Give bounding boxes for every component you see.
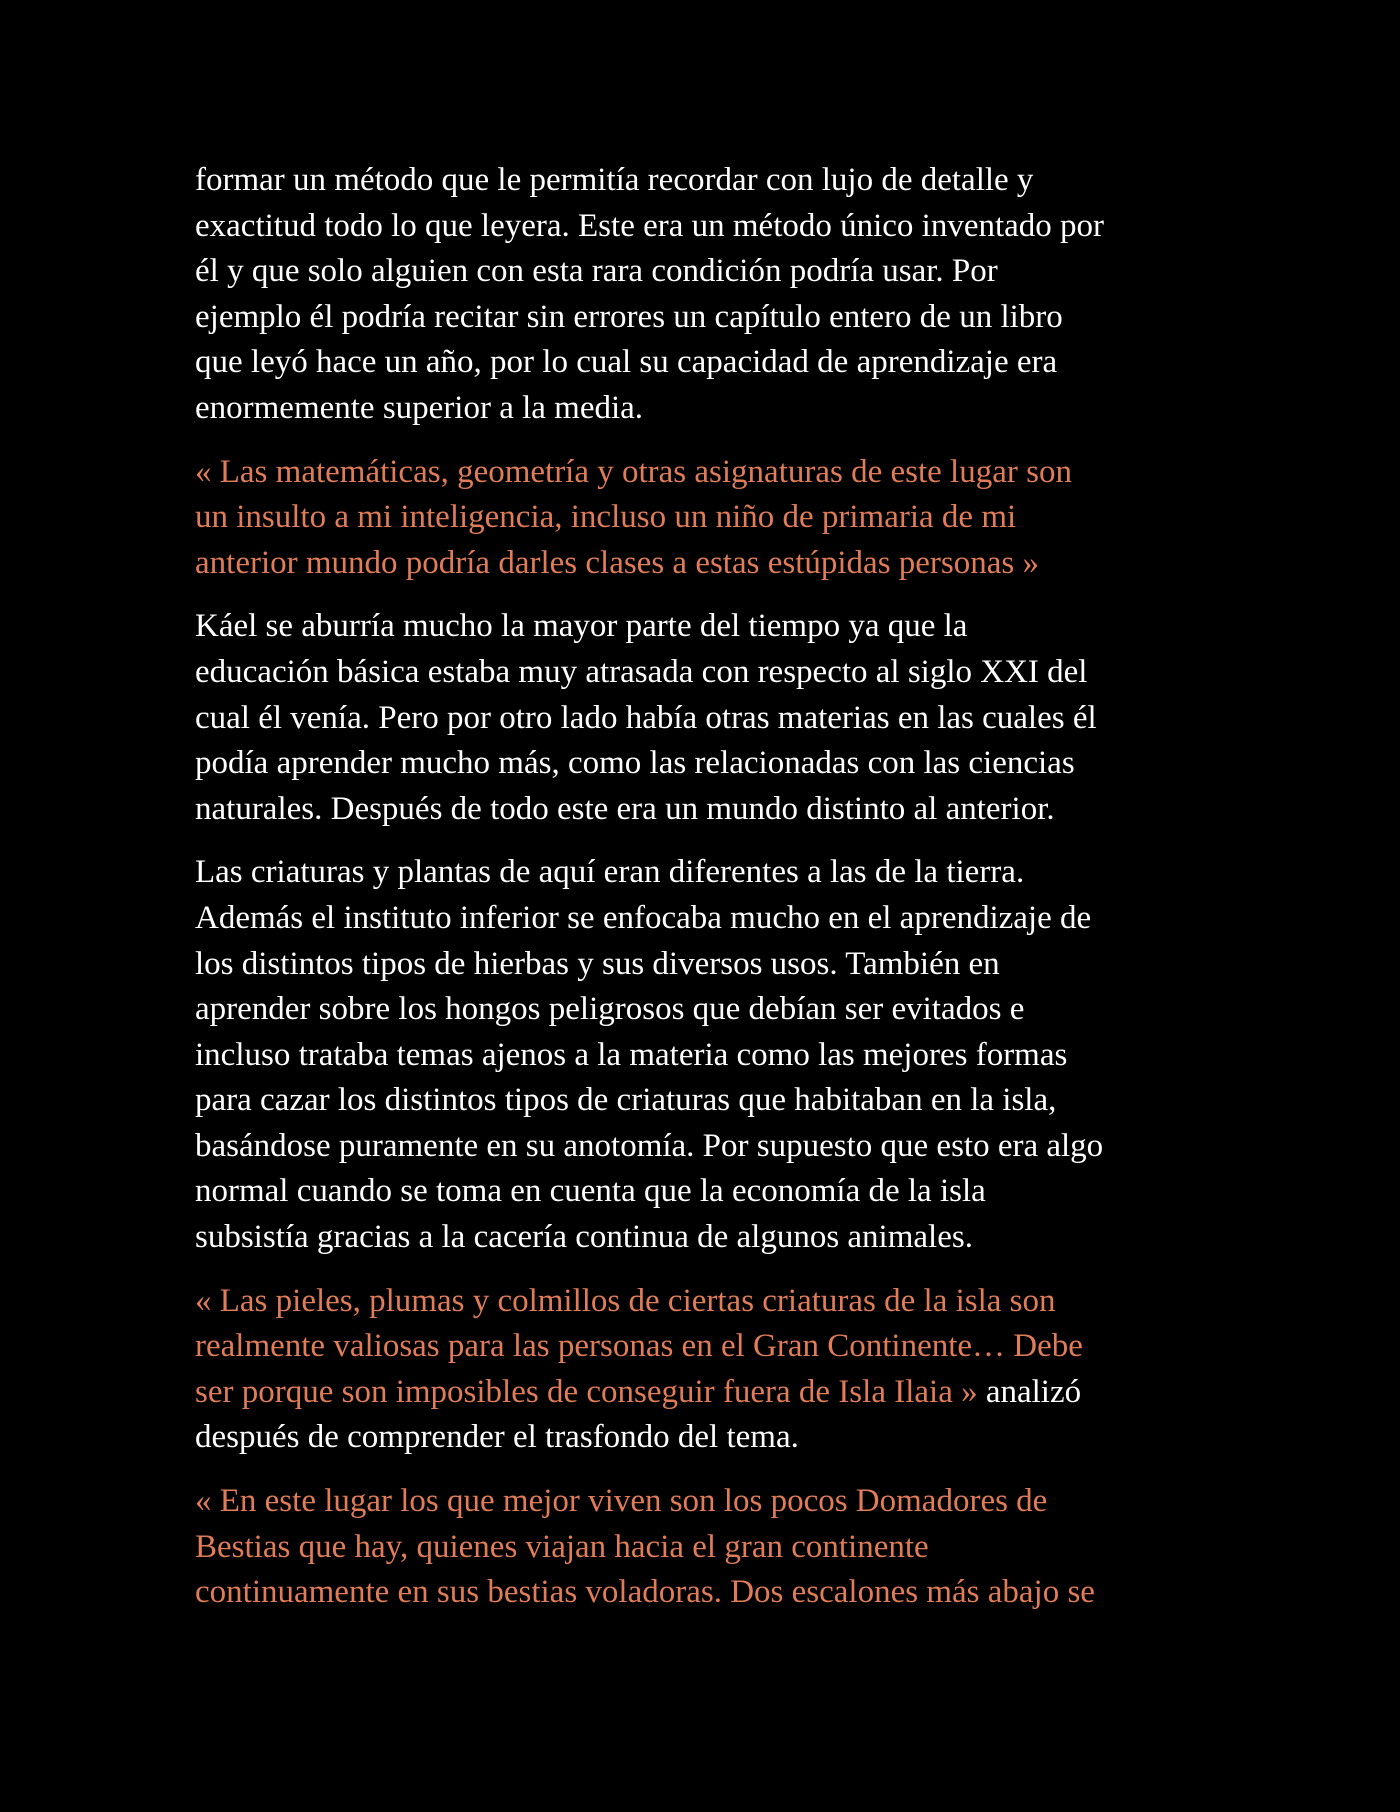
quote-line: Bestias que hay, quienes viajan hacia el gran continente xyxy=(195,1528,929,1565)
paragraph-method xyxy=(195,158,1215,432)
quote-line: « Las pieles, plumas y colmillos de ciertas criaturas de la isla son xyxy=(195,1282,1056,1319)
quote-line: « En este lugar los que mejor viven son los pocos Domadores de xyxy=(195,1483,1048,1520)
text-line: normal cuando se toma en cuenta que la economía de la isla xyxy=(195,1173,986,1210)
text-line: los distintos tipos de hierbas y sus diversos usos. También en xyxy=(195,945,1000,982)
quote-line: realmente valiosas para las personas en el Gran Continente… Debe xyxy=(195,1328,1083,1365)
text-line: para cazar los distintos tipos de criaturas que habitaban en la isla, xyxy=(195,1082,1057,1119)
text-line: basándose puramente en su anotomía. Por supuesto que esto era algo xyxy=(195,1127,1104,1164)
text-line: exactitud todo lo que leyera. Este era un método único inventado por xyxy=(195,207,1105,244)
text-line: Káel se aburría mucho la mayor parte del tiempo ya que la xyxy=(195,608,968,645)
thought-quote-beast-tamers xyxy=(195,1479,1215,1616)
speech-tag: analizó xyxy=(977,1373,1082,1410)
text-line: cual él venía. Pero por otro lado había otras materias en las cuales él xyxy=(195,699,1097,736)
quote-line: « Las matemáticas, geometría y otras asignaturas de este lugar son xyxy=(195,453,1072,490)
text-line: incluso trataba temas ajenos a la materia como las mejores formas xyxy=(195,1036,1068,1073)
text-line: ejemplo él podría recitar sin errores un capítulo entero de un libro xyxy=(195,298,1063,335)
text-line: formar un método que le permitía recordar con lujo de detalle y xyxy=(195,162,1034,198)
document-page xyxy=(195,158,1215,1634)
text-line: Además el instituto inferior se enfocaba mucho en el aprendizaje de xyxy=(195,899,1092,936)
text-line: aprender sobre los hongos peligrosos que debían ser evitados e xyxy=(195,991,1025,1028)
text-line: subsistía gracias a la cacería continua de algunos animales. xyxy=(195,1219,973,1256)
text-line: naturales. Después de todo este era un mundo distinto al anterior. xyxy=(195,790,1055,827)
thought-quote-mathematics xyxy=(195,450,1215,587)
quote-line: anterior mundo podría darles clases a estas estúpidas personas » xyxy=(195,544,1039,581)
text-line: enormemente superior a la media. xyxy=(195,389,644,426)
text-line: educación básica estaba muy atrasada con respecto al siglo XXI del xyxy=(195,653,1088,690)
text-line: podía aprender mucho más, como las relacionadas con las ciencias xyxy=(195,745,1075,782)
quote-line: un insulto a mi inteligencia, incluso un niño de primaria de mi xyxy=(195,499,1017,536)
quote-line: continuamente en sus bestias voladoras. Dos escalones más abajo se xyxy=(195,1574,1095,1611)
thought-quote-pelts xyxy=(195,1279,1215,1461)
text-line: que leyó hace un año, por lo cual su capacidad de aprendizaje era xyxy=(195,344,1058,381)
paragraph-kael-bored xyxy=(195,604,1215,832)
text-line: él y que solo alguien con esta rara condición podría usar. Por xyxy=(195,253,998,290)
quote-line: ser porque son imposibles de conseguir fuera de Isla Ilaia » xyxy=(195,1373,978,1410)
text-line: después de comprender el trasfondo del tema. xyxy=(195,1419,799,1456)
paragraph-creatures xyxy=(195,850,1215,1260)
text-line: Las criaturas y plantas de aquí eran diferentes a las de la tierra. xyxy=(195,854,1025,891)
